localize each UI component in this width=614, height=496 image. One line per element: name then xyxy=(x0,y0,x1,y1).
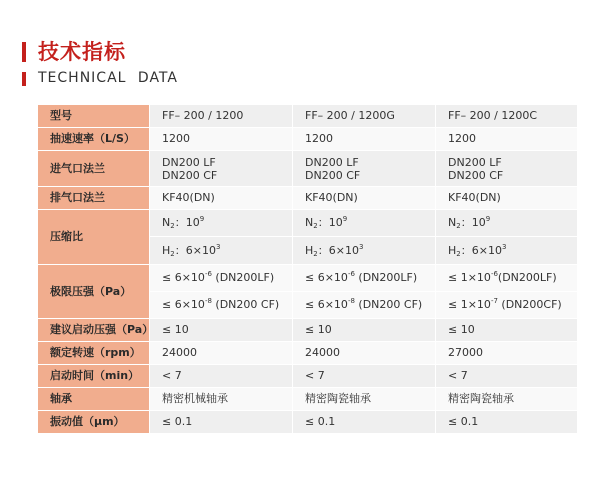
table-row xyxy=(38,265,578,292)
outlet-cell: KF40(DN) xyxy=(293,187,436,210)
table-row xyxy=(38,187,578,210)
table-row xyxy=(38,128,578,151)
row-label-rpm: 额定转速（rpm） xyxy=(38,342,150,365)
row-label-start-time: 启动时间（min） xyxy=(38,365,150,388)
ultimate-lf-cell: ≤ $1\times 10^{-6}(DN200LF)$ xyxy=(436,265,578,292)
section-title: 技术指标 xyxy=(38,40,126,64)
ultimate-lf-cell: ≤ $6\times 10^{-6}$ (DN200LF) xyxy=(293,265,436,292)
start-time-cell: < 7 xyxy=(436,365,578,388)
ultimate-cf-cell: ≤ $6\times 10^{-8}$ (DN200 CF) xyxy=(293,292,436,319)
inlet-cf: DN200 CF xyxy=(448,168,504,182)
rpm-cell: 24000 xyxy=(293,342,436,365)
startup-pressure-cell: ≤ 10 xyxy=(150,319,293,342)
table-row xyxy=(38,210,578,237)
row-label-bearing: 轴承 xyxy=(38,388,150,411)
speed-cell: 1200 xyxy=(150,128,293,151)
table-row xyxy=(38,342,578,365)
table-row xyxy=(38,388,578,411)
bearing-cell: 精密陶瓷轴承 xyxy=(293,388,436,411)
outlet-cell: KF40(DN) xyxy=(150,187,293,210)
section-subtitle: TECHNICAL DATA xyxy=(38,70,178,86)
model-cell: FF– 200 / 1200G xyxy=(293,105,436,128)
inlet-cf: DN200 CF xyxy=(162,168,218,182)
ultimate-cf-cell: ≤ $6\times 10^{-8}$ (DN200 CF) xyxy=(150,292,293,319)
row-label-vibration: 振动值（μm） xyxy=(38,411,150,434)
compression-h2-cell: $H_2$：$6\times 10^3$ xyxy=(150,237,293,265)
startup-pressure-cell: ≤ 10 xyxy=(436,319,578,342)
table-row xyxy=(38,411,578,434)
row-label-startup-pressure: 建议启动压强（Pa） xyxy=(38,319,150,342)
table-row xyxy=(38,365,578,388)
inlet-lf: DN200 LF xyxy=(305,155,359,169)
vibration-cell: ≤ 0.1 xyxy=(293,411,436,434)
inlet-lf: DN200 LF xyxy=(448,155,502,169)
startup-pressure-cell: ≤ 10 xyxy=(293,319,436,342)
vibration-cell: ≤ 0.1 xyxy=(436,411,578,434)
row-label-outlet: 排气口法兰 xyxy=(38,187,150,210)
row-label-speed: 抽速速率（L/S） xyxy=(38,128,150,151)
model-cell: FF– 200 / 1200 xyxy=(150,105,293,128)
outlet-cell: KF40(DN) xyxy=(436,187,578,210)
inlet-cell xyxy=(150,151,293,187)
start-time-cell: < 7 xyxy=(293,365,436,388)
compression-n2-cell: $N_2$：$10^9$ xyxy=(436,210,578,237)
accent-bar xyxy=(22,42,26,62)
model-cell: FF– 200 / 1200C xyxy=(436,105,578,128)
accent-bar xyxy=(22,72,26,86)
inlet-cell xyxy=(293,151,436,187)
table-row xyxy=(38,105,578,128)
spec-table xyxy=(37,104,578,434)
row-label-model: 型号 xyxy=(38,105,150,128)
rpm-cell: 24000 xyxy=(150,342,293,365)
compression-h2-cell: $H_2$：$6\times 10^3$ xyxy=(293,237,436,265)
ultimate-cf-cell: ≤ $1\times 10^{-7}$ (DN200CF) xyxy=(436,292,578,319)
bearing-cell: 精密机械轴承 xyxy=(150,388,293,411)
inlet-cell xyxy=(436,151,578,187)
row-label-inlet: 进气口法兰 xyxy=(38,151,150,187)
inlet-lf: DN200 LF xyxy=(162,155,216,169)
table-row xyxy=(38,151,578,187)
inlet-cf: DN200 CF xyxy=(305,168,361,182)
start-time-cell: < 7 xyxy=(150,365,293,388)
row-label-ultimate: 极限压强（Pa） xyxy=(38,265,150,319)
compression-h2-cell: $H_2$：$6\times 10^3$ xyxy=(436,237,578,265)
speed-cell: 1200 xyxy=(436,128,578,151)
compression-n2-cell: $N_2$：$10^9$ xyxy=(150,210,293,237)
bearing-cell: 精密陶瓷轴承 xyxy=(436,388,578,411)
table-row xyxy=(38,319,578,342)
speed-cell: 1200 xyxy=(293,128,436,151)
compression-n2-cell: $N_2$：$10^9$ xyxy=(293,210,436,237)
vibration-cell: ≤ 0.1 xyxy=(150,411,293,434)
row-label-compression: 压缩比 xyxy=(38,210,150,265)
rpm-cell: 27000 xyxy=(436,342,578,365)
ultimate-lf-cell: ≤ $6\times 10^{-6}$ (DN200LF) xyxy=(150,265,293,292)
